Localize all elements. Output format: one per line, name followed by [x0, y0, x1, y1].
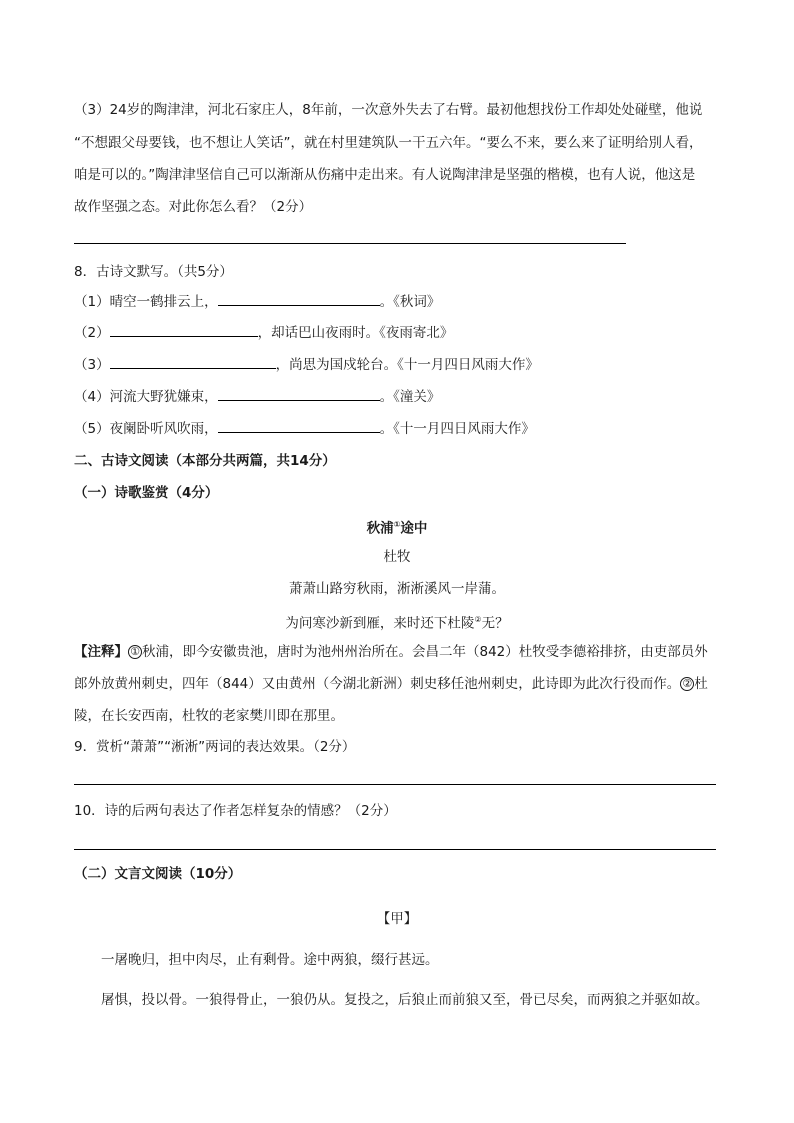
note-label: 【注释】: [74, 644, 128, 660]
q8-item-1: [74, 293, 440, 311]
passage-paragraph-2: 屠惧，投以骨。一狼得骨止，一狼仍从。复投之，后狼止而前狼又至，骨已尽矣，而两狼之并驱如故。: [101, 992, 709, 1008]
poem-title: [0, 516, 794, 538]
note-mark-1: ①: [128, 645, 142, 659]
fill-blank-4[interactable]: [218, 388, 380, 401]
q8-item-1-pre: （1）晴空一鹤排云上，: [74, 294, 218, 310]
fill-blank-3[interactable]: [110, 356, 276, 369]
passage-paragraph-1: 一屠晚归，担中肉尽，止有剩骨。途中两狼，缀行甚远。: [101, 952, 439, 968]
q8-item-4: [74, 388, 440, 406]
q8-item-5-post: 。《十一月四日风雨大作》: [379, 421, 535, 437]
q8-item-3-post: ，尚思为国戍轮台。《十一月四日风雨大作》: [275, 357, 539, 373]
q10: 10．诗的后两句表达了作者怎样复杂的情感？（2分）: [74, 803, 397, 819]
note-line-2-text: 郎外放黄州刺史，四年（844）又由黄州（今湖北新洲）刺史移任池州刺史，此诗即为此次行役而作。: [74, 676, 681, 692]
poem-line-2-b: 无？: [481, 615, 509, 632]
q8-item-1-post: 。《秋词》: [379, 294, 441, 310]
answer-line-q7: [74, 243, 626, 244]
q8-item-2-post: ，却话巴山夜雨时。《夜雨寄北》: [257, 325, 454, 341]
passage-label-jia: 【甲】: [376, 911, 418, 927]
section-2-title: 二、古诗文阅读（本部分共两篇，共14分）: [74, 453, 336, 469]
part-1-title: （一）诗歌鉴赏（4分）: [74, 485, 219, 501]
q8-item-3: [74, 356, 539, 374]
q7-3-line-4: 故作坚强之态。对此你怎么看？（2分）: [74, 199, 313, 215]
q8-item-5-pre: （5）夜阑卧听风吹雨，: [74, 421, 218, 437]
fill-blank-1[interactable]: [218, 293, 380, 306]
q8-item-5: [74, 420, 535, 438]
poem-title-note-mark: ①: [393, 520, 401, 529]
note-line-2-tail: 杜: [694, 676, 708, 692]
poem-author: 杜牧: [383, 549, 411, 565]
q7-3-line-1: （3）24岁的陶津津，河北石家庄人，8年前，一次意外失去了右臂。最初他想找份工作却处处碰壁，他说: [74, 102, 703, 118]
note-line-1-text: 秋浦，即今安徽贵池，唐时为池州州治所在。会昌二年（842）杜牧受李德裕排挤，由吏部员外: [142, 644, 708, 660]
q9: 9．赏析“萧萧”“淅淅”两词的表达效果。（2分）: [74, 739, 356, 755]
q8-item-2: [74, 324, 453, 342]
q8-item-2-pre: （2）: [74, 325, 110, 341]
q8-item-4-pre: （4）河流大野犹嫌束，: [74, 389, 218, 405]
fill-blank-2[interactable]: [110, 324, 258, 337]
poem-title-tail: 途中: [400, 520, 428, 537]
fill-blank-5[interactable]: [218, 420, 380, 433]
q8-item-3-pre: （3）: [74, 357, 110, 373]
answer-line-q9: [74, 784, 716, 785]
q7-3-line-3: 咱是可以的。”陶津津坚信自己可以渐渐从伤痛中走出来。有人说陶津津是坚强的楷模，也有人说，他这是: [74, 167, 696, 183]
note-line-2: [74, 675, 708, 693]
q8-title: 8．古诗文默写。（共5分）: [74, 264, 233, 280]
note-line-1: [74, 643, 708, 661]
poem-line-1: 萧萧山路穷秋雨，淅淅溪风一岸蒲。: [289, 581, 505, 597]
poem-title-text: 秋浦: [366, 520, 394, 537]
poem-line-2: [0, 611, 794, 633]
answer-line-q10: [74, 849, 716, 850]
note-mark-2: ②: [680, 677, 694, 691]
poem-line-2-a: 为问寒沙新到雁，来时还下杜陵: [285, 615, 475, 632]
q8-item-4-post: 。《潼关》: [379, 389, 441, 405]
q7-3-line-2: “不想跟父母要钱，也不想让人笑话”，就在村里建筑队一干五六年。“要么不来，要么来了证明给別人看，: [74, 135, 703, 151]
part-2-title: （二）文言文阅读（10分）: [74, 866, 242, 882]
poem-line-2-note-mark: ②: [474, 615, 482, 624]
note-line-3: 陵，在长安西南，杜牧的老家樊川即在那里。: [74, 708, 344, 724]
